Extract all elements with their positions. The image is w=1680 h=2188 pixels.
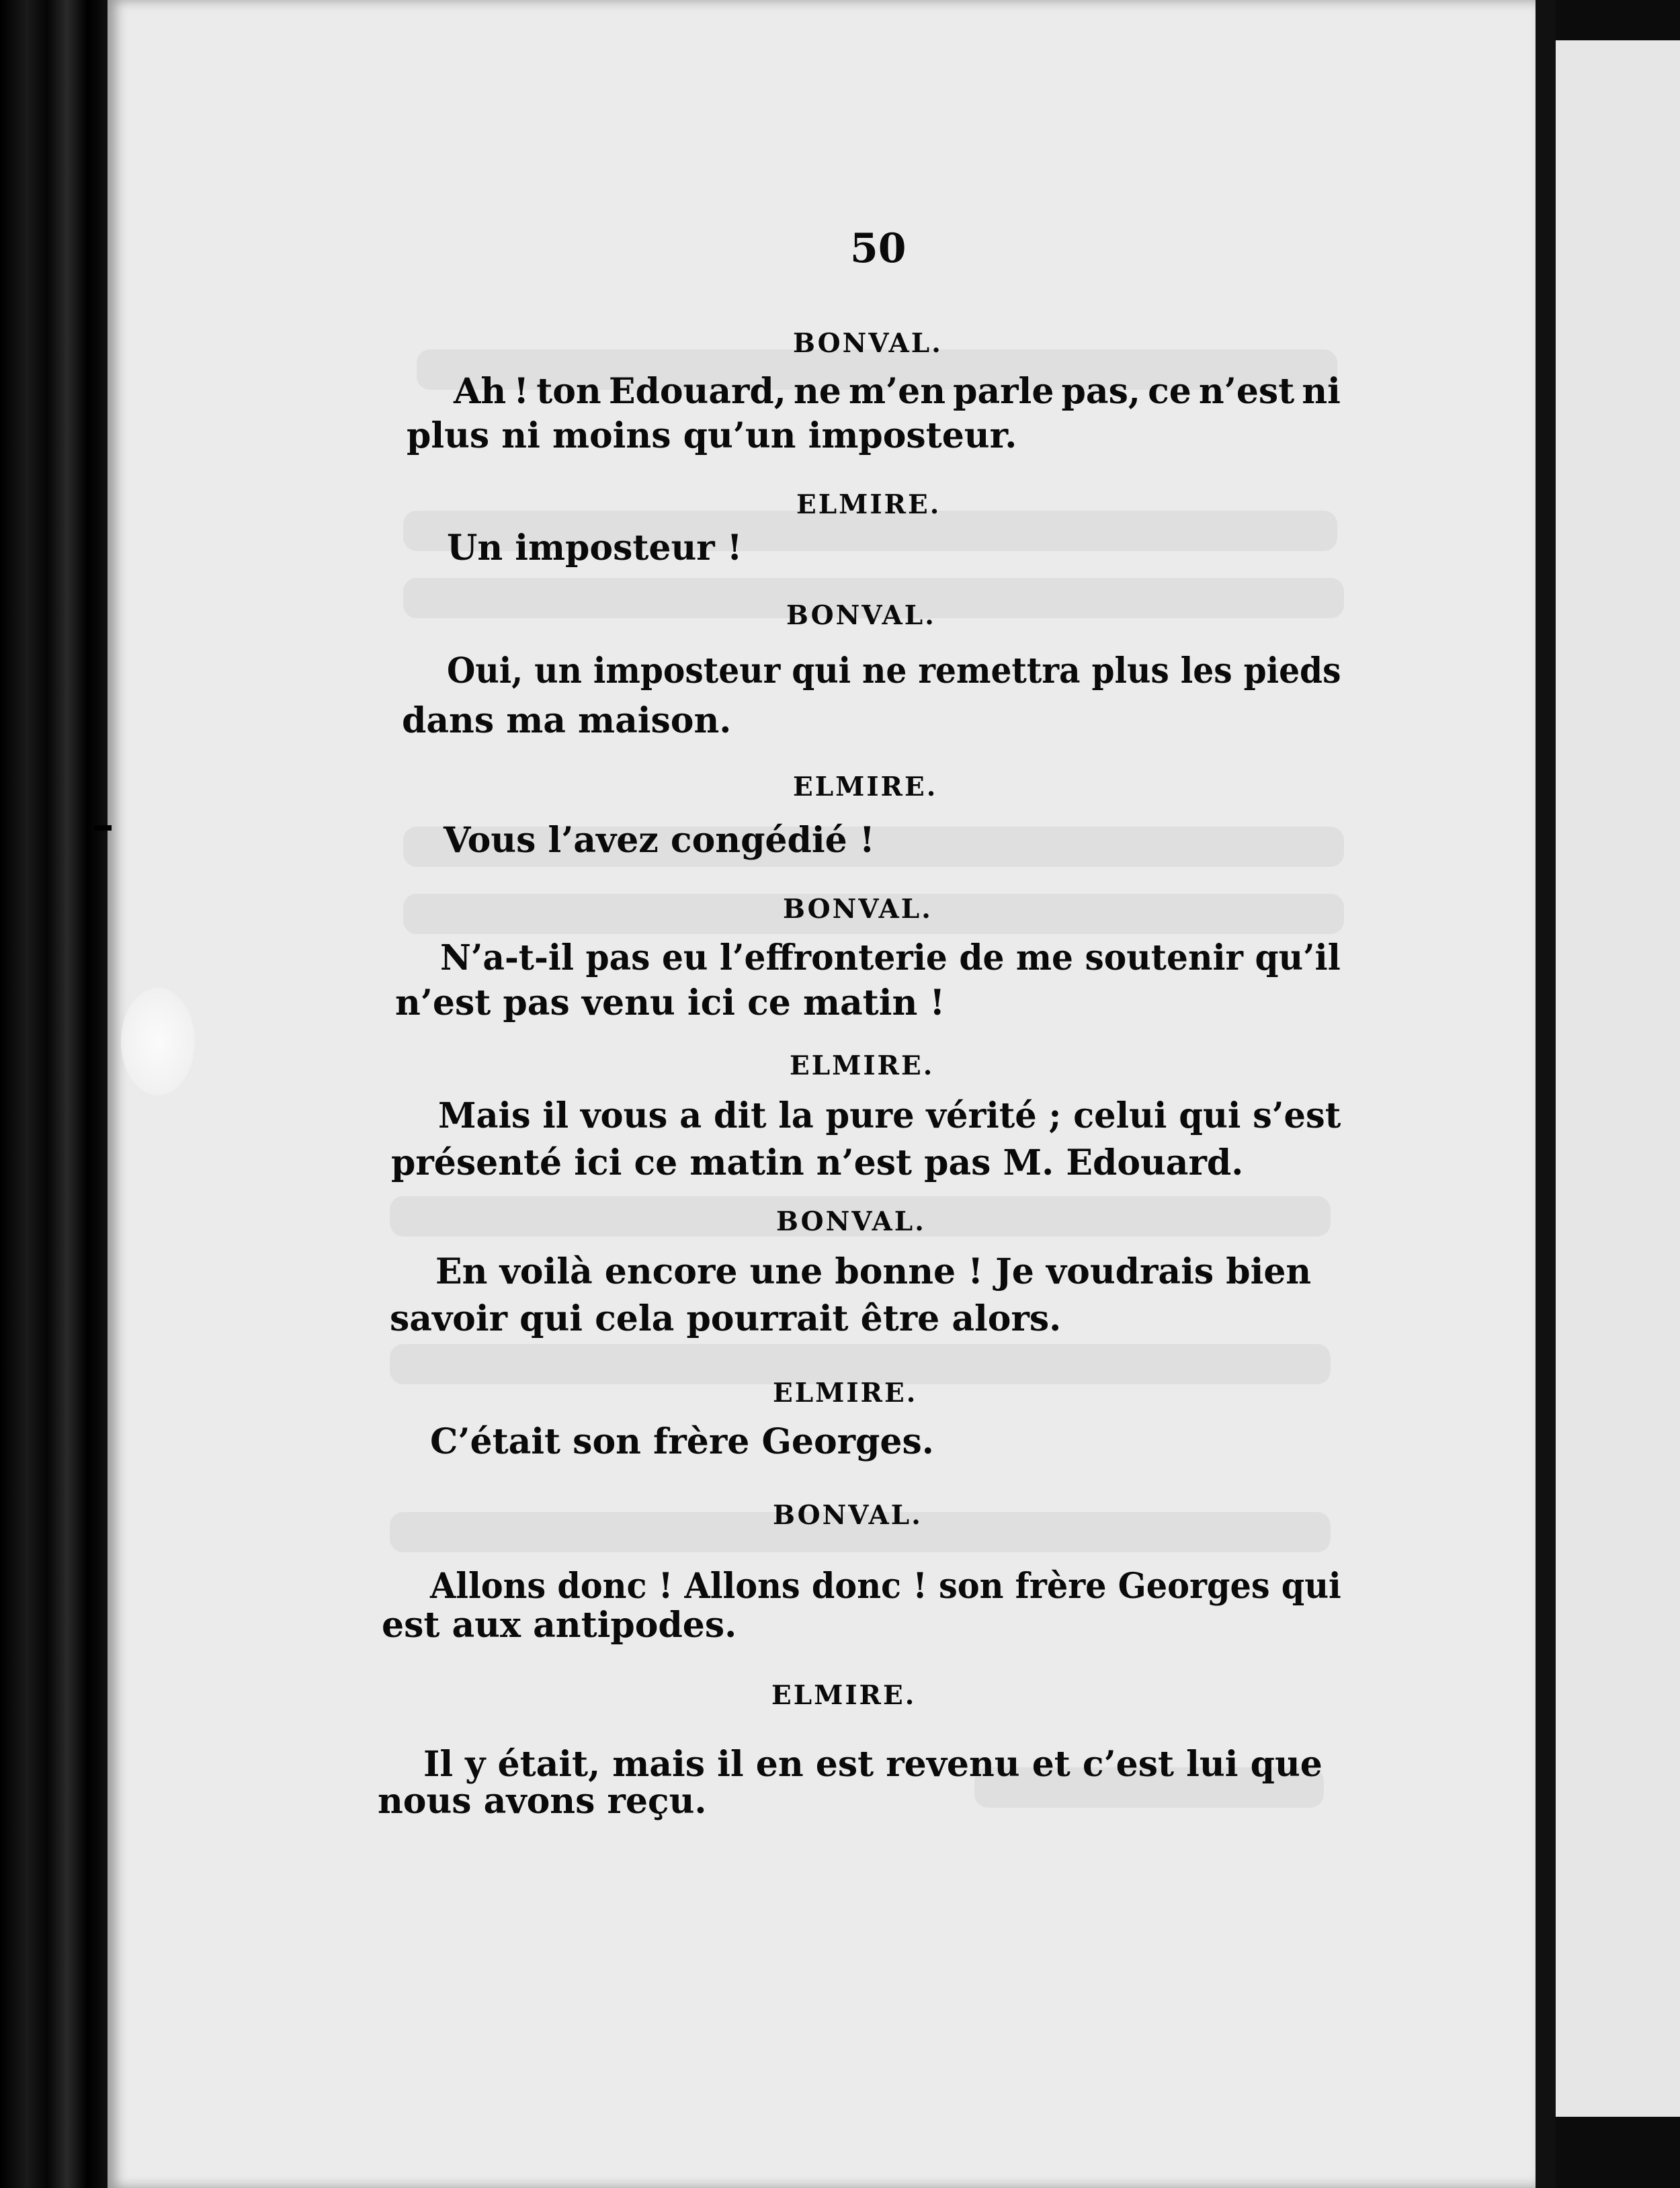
speaker-name: BONVAL. [786, 600, 936, 631]
speaker-name: ELMIRE. [773, 1378, 918, 1408]
dialogue-line: présenté ici ce matin n’est pas M. Edouard. [391, 1142, 1244, 1183]
dialogue-line: Oui, un imposteur qui ne remettra plus les pieds [447, 650, 1341, 691]
dialogue-line: Un imposteur ! [447, 528, 743, 569]
dialogue-line: est aux antipodes. [382, 1605, 737, 1646]
speaker-name: BONVAL. [776, 1206, 926, 1237]
dialogue-line: savoir qui cela pourrait être alors. [390, 1298, 1062, 1339]
dialogue-line: plus ni moins qu’un imposteur. [407, 415, 1017, 456]
speaker-name: BONVAL. [793, 328, 943, 359]
speaker-name: ELMIRE. [790, 1050, 935, 1081]
dialogue-line: En voilà encore une bonne ! Je voudrais bien [435, 1251, 1312, 1292]
dialogue-line: dans ma maison. [402, 700, 732, 741]
dialogue-line: C’était son frère Georges. [430, 1421, 934, 1462]
speaker-name: BONVAL. [773, 1500, 923, 1531]
page-number: 50 [850, 225, 907, 272]
dialogue-line: Ah ! ton Edouard, ne m’en parle pas, ce n’est ni [454, 371, 1341, 412]
speaker-name: ELMIRE. [793, 771, 938, 802]
speaker-name: ELMIRE. [796, 489, 941, 520]
dialogue-line: Il y était, mais il en est revenu et c’est lui que [423, 1744, 1322, 1785]
dialogue-line: nous avons reçu. [378, 1781, 707, 1822]
speaker-name: BONVAL. [783, 894, 933, 925]
dialogue-line: Mais il vous a dit la pure vérité ; celui qui s’est [438, 1095, 1341, 1136]
dialogue-line: Vous l’avez congédié ! [444, 820, 875, 861]
dialogue-line: N’a-t-il pas eu l’effronterie de me soutenir qu’il [440, 937, 1341, 978]
speaker-name: ELMIRE. [771, 1680, 917, 1711]
dialogue-line: n’est pas venu ici ce matin ! [395, 982, 946, 1023]
dialogue-line: Allons donc ! Allons donc ! son frère Georges qui [430, 1566, 1341, 1607]
